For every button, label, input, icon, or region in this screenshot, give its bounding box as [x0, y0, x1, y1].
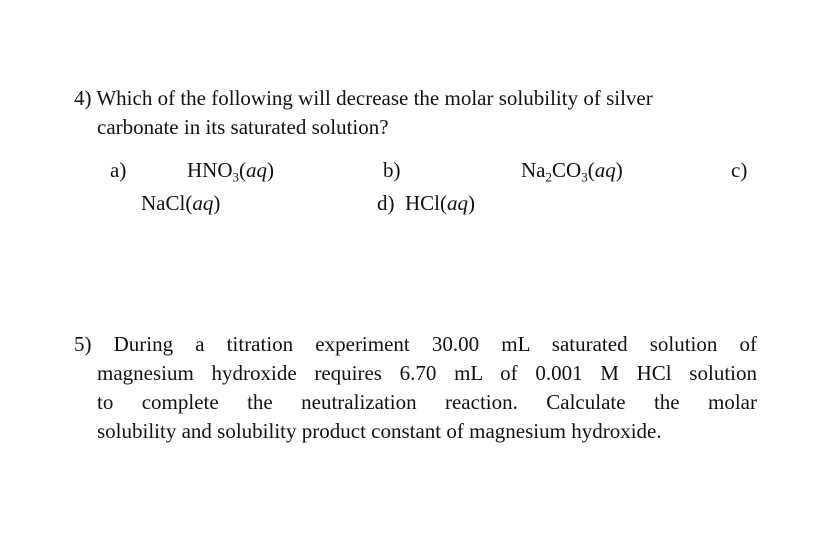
question-5-text-line-3: to complete the neutralization reaction. Calculate the molar [97, 390, 757, 414]
option-d [377, 193, 475, 214]
option-b-paren-close: ) [615, 158, 623, 182]
option-d-formula-main: HCl( [405, 191, 447, 215]
option-b-label: b) [383, 158, 401, 182]
question-4-text-line-1: 4) Which of the following will decrease the molar solubility of silver [74, 86, 653, 110]
option-b-formula-subscript-2: 3 [581, 169, 588, 185]
option-b-phase: aq [594, 158, 616, 182]
question-5-text-line-1: 5) During a titration experiment 30.00 mL saturated solution of [74, 332, 757, 356]
option-c-formula-main: NaCl( [141, 191, 193, 215]
option-a-formula-main: HNO [187, 158, 233, 182]
option-a-paren-open: ( [239, 158, 247, 182]
option-b-paren-open: ( [587, 158, 595, 182]
option-c-phase: aq [192, 191, 214, 215]
option-c-formula [141, 193, 220, 214]
option-a-formula-subscript: 3 [232, 169, 240, 185]
option-b-formula-part-1: Na [521, 158, 546, 182]
option-a-paren-close: ) [267, 158, 275, 182]
option-b-formula [521, 158, 623, 185]
option-a-label: a) [110, 158, 127, 182]
question-4-text-line-2: carbonate in its saturated solution? [97, 115, 389, 139]
option-c-paren-close: ) [213, 191, 221, 215]
option-a-formula [187, 158, 275, 185]
option-b-formula-part-2: CO [552, 158, 582, 182]
option-a-phase: aq [246, 158, 268, 182]
option-b-formula-subscript-1: 2 [545, 169, 553, 185]
question-5-text-line-4: solubility and solubility product constant of magnesium hydroxide. [97, 419, 662, 443]
option-d-paren-close: ) [468, 191, 475, 215]
option-d-phase: aq [447, 191, 468, 215]
option-d-label: d) [377, 191, 395, 215]
option-c-label: c) [731, 158, 748, 182]
question-5-text-line-2: magnesium hydroxide requires 6.70 mL of 0.001 M HCl solution [97, 361, 757, 385]
